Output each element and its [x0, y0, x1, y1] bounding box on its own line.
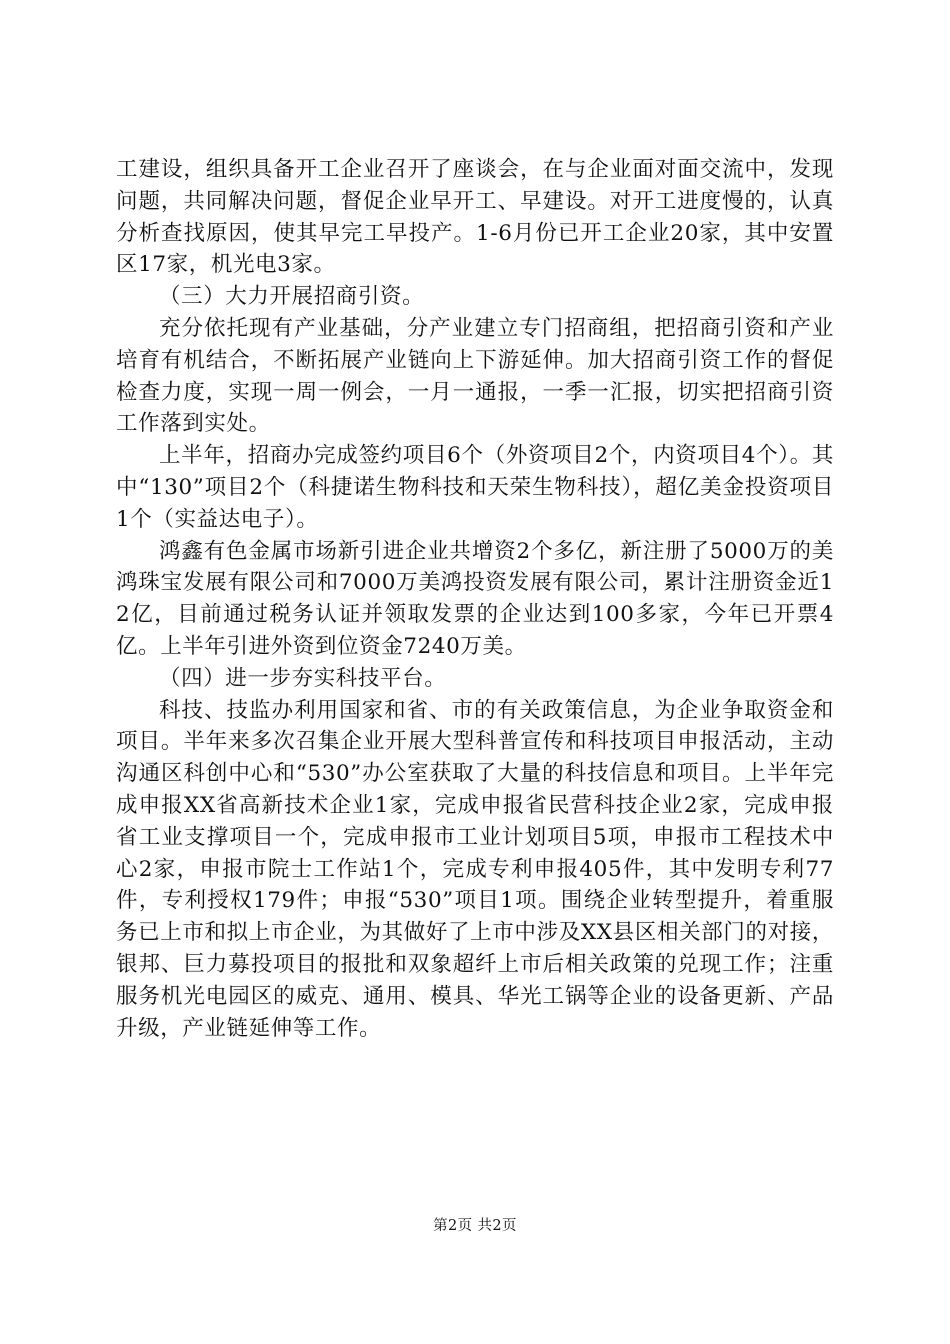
paragraph-signed-projects: 上半年，招商办完成签约项目6个（外资项目2个，内资项目4个）。其中“130”项目2个（科捷诺生物科技和天荣生物科技），超亿美金投资项目1个（实益达电子）。 [116, 443, 834, 532]
page-number: 第2页 共2页 [433, 1218, 517, 1234]
paragraph-continued-construction: 工建设，组织具备开工企业召开了座谈会，在与企业面对面交流中，发现问题，共同解决问题，督促企业早开工、早建设。对开工进度慢的，认真分析查找原因，使其早完工早投产。1-6月份已开工企业20家，其中安置区17家，机光电3家。 [116, 157, 834, 278]
paragraph-investment-strategy: 充分依托现有产业基础，分产业建立专门招商组，把招商引资和产业培育有机结合，不断拓展产业链向上下游延伸。加大招商引资工作的督促检查力度，实现一周一例会，一月一通报，一季一汇报，切实把招商引资工作落到实处。 [116, 315, 834, 437]
paragraph-metal-market: 鸿鑫有色金属市场新引进企业共增资2个多亿，新注册了5000万的美鸿珠宝发展有限公司和7000万美鸿投资发展有限公司，累计注册资金近12亿，目前通过税务认证并领取发票的企业达到100多家，今年已开票4亿。上半年引进外资到位资金7240万美。 [116, 538, 834, 659]
paragraph-tech-platform: 科技、技监办利用国家和省、市的有关政策信息，为企业争取资金和项目。半年来多次召集企业开展大型科普宣传和科技项目申报活动，主动沟通区科创中心和“530”办公室获取了大量的科技信息和项目。上半年完成申报XX省高新技术企业1家，完成申报省民营科技企业2家，完成申报省工业支撑项目一个，完成申报市工业计划项目5项，申报市工程技术中心2家，申报市院士工作站1个，完成专利申报405件，其中发明专利77件，专利授权179件；申报“530”项目1项。围绕企业转型提升，着重服务已上市和拟上市企业，为其做好了上市中涉及XX县区相关部门的对接，银邦、巨力募投项目的报批和双象超纤上市后相关政策的兑现工作；注重服务机光电园区的威克、通用、模具、华光工锅等企业的设备更新、产品升级，产业链延伸等工作。 [116, 697, 834, 1041]
heading-section-3: （三）大力开展招商引资。 [159, 284, 425, 310]
page-footer [0, 1216, 950, 1236]
heading-section-4: （四）进一步夯实科技平台。 [159, 665, 447, 691]
document-body [116, 154, 834, 1044]
